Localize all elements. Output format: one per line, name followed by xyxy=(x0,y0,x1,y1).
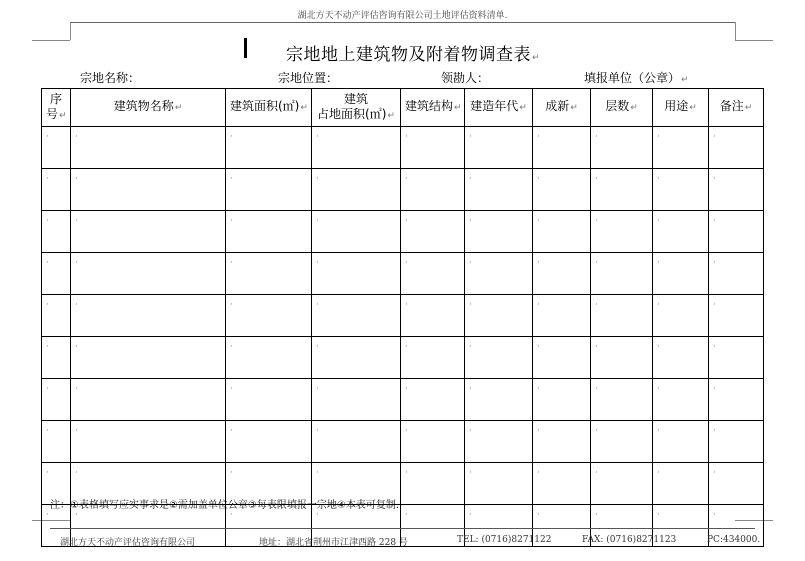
cell-mark: · xyxy=(657,132,660,142)
cell-mark: · xyxy=(713,300,716,310)
table-cell[interactable] xyxy=(465,169,533,211)
column-header-label-line2: 占地面积(㎡) xyxy=(317,106,387,121)
cell-mark: · xyxy=(405,510,408,520)
cell-mark: · xyxy=(405,384,408,394)
page-title xyxy=(286,40,540,65)
table-cell[interactable] xyxy=(71,127,226,169)
cell-mark: · xyxy=(405,426,408,436)
footer-tel: TEL: (0716)8271122 xyxy=(457,535,552,545)
cell-mark: · xyxy=(713,174,716,184)
cell-mark: · xyxy=(230,174,233,184)
cell-mark: · xyxy=(595,258,598,268)
table-cell[interactable] xyxy=(465,253,533,295)
paragraph-mark: ↵ xyxy=(59,110,67,121)
table-cell[interactable] xyxy=(71,295,226,337)
table-row xyxy=(42,253,764,295)
table-cell[interactable] xyxy=(226,169,312,211)
cell-mark: · xyxy=(230,384,233,394)
footer-postcode: PC:434000. xyxy=(707,535,761,545)
table-cell[interactable] xyxy=(709,253,764,295)
cell-mark: · xyxy=(230,258,233,268)
cell-mark: · xyxy=(316,132,319,142)
crop-mark-top-left xyxy=(50,22,71,40)
table-cell[interactable] xyxy=(71,253,226,295)
cell-mark: · xyxy=(405,468,408,478)
cell-mark: · xyxy=(316,258,319,268)
table-row xyxy=(42,337,764,379)
table-cell[interactable] xyxy=(709,337,764,379)
cell-mark: · xyxy=(46,384,49,394)
table-cell[interactable] xyxy=(591,127,653,169)
table-cell[interactable] xyxy=(591,211,653,253)
column-header xyxy=(465,89,533,127)
document-footer xyxy=(0,535,805,549)
table-cell[interactable] xyxy=(465,379,533,421)
cell-mark: · xyxy=(537,216,540,226)
cell-mark: · xyxy=(75,342,78,352)
surveyor-label: 领勘人： xyxy=(441,71,490,85)
table-cell[interactable] xyxy=(71,211,226,253)
cell-mark: · xyxy=(230,468,233,478)
table-cell[interactable] xyxy=(533,211,591,253)
table-cell[interactable] xyxy=(533,379,591,421)
cell-mark: · xyxy=(469,300,472,310)
table-cell[interactable] xyxy=(42,127,71,169)
table-cell[interactable] xyxy=(42,379,71,421)
table-cell[interactable] xyxy=(533,421,591,463)
cell-mark: · xyxy=(230,342,233,352)
cell-mark: · xyxy=(46,426,49,436)
cell-mark: · xyxy=(469,216,472,226)
table-cell[interactable] xyxy=(71,337,226,379)
table-cell[interactable] xyxy=(591,379,653,421)
table-cell[interactable] xyxy=(465,211,533,253)
column-header xyxy=(591,89,653,127)
table-header-row xyxy=(42,89,764,127)
table-row xyxy=(42,211,764,253)
table-cell[interactable] xyxy=(709,211,764,253)
column-header-label: 建造年代 xyxy=(470,99,519,113)
cell-mark: · xyxy=(657,258,660,268)
cell-mark: · xyxy=(469,510,472,520)
table-cell[interactable] xyxy=(312,169,401,211)
cell-mark: · xyxy=(405,258,408,268)
cell-mark: · xyxy=(537,384,540,394)
cell-mark: · xyxy=(713,258,716,268)
cell-mark: · xyxy=(316,468,319,478)
table-row xyxy=(42,169,764,211)
table-cell[interactable] xyxy=(226,211,312,253)
cell-mark: · xyxy=(469,426,472,436)
table-cell[interactable] xyxy=(591,295,653,337)
cell-mark: · xyxy=(230,510,233,520)
cell-mark: · xyxy=(595,174,598,184)
table-row xyxy=(42,421,764,463)
paragraph-mark: ↵ xyxy=(744,103,753,113)
cell-mark: · xyxy=(469,468,472,478)
cell-mark: · xyxy=(75,216,78,226)
table-cell[interactable] xyxy=(653,463,709,505)
table-cell[interactable] xyxy=(226,127,312,169)
paragraph-mark: ↵ xyxy=(532,53,541,63)
header-divider xyxy=(70,22,735,23)
cell-mark: · xyxy=(595,300,598,310)
filing-unit-text: 填报单位（公章） xyxy=(584,71,681,85)
table-cell[interactable] xyxy=(401,169,465,211)
paragraph-mark: ↵ xyxy=(519,103,527,113)
paragraph-mark: ↵ xyxy=(689,103,697,113)
cell-mark: · xyxy=(75,258,78,268)
cell-mark: · xyxy=(75,468,78,478)
cell-mark: · xyxy=(657,510,660,520)
cell-mark: · xyxy=(595,468,598,478)
table-cell[interactable] xyxy=(653,169,709,211)
cell-mark: · xyxy=(595,426,598,436)
cell-mark: · xyxy=(537,132,540,142)
table-cell[interactable] xyxy=(42,337,71,379)
cell-mark: · xyxy=(230,426,233,436)
cell-mark: · xyxy=(469,174,472,184)
table-cell[interactable] xyxy=(401,211,465,253)
cell-mark: · xyxy=(75,384,78,394)
cell-mark: · xyxy=(657,426,660,436)
cell-mark: · xyxy=(316,216,319,226)
cell-mark: · xyxy=(46,468,49,478)
cell-mark: · xyxy=(537,468,540,478)
table-row xyxy=(42,127,764,169)
cell-mark: · xyxy=(537,426,540,436)
cell-mark: · xyxy=(657,174,660,184)
paragraph-mark: ↵ xyxy=(300,103,308,113)
page-title-text: 宗地地上建筑物及附着物调查表 xyxy=(286,45,531,65)
cell-mark: · xyxy=(713,468,716,478)
document-header: 湖北方天不动产评估咨询有限公司土地评估资料清单. xyxy=(297,11,508,21)
table-cell[interactable] xyxy=(533,463,591,505)
cell-mark: · xyxy=(316,300,319,310)
cell-mark: · xyxy=(316,510,319,520)
crop-mark-top-right xyxy=(735,22,756,40)
table-cell[interactable] xyxy=(401,463,465,505)
table-cell[interactable] xyxy=(226,295,312,337)
cell-mark: · xyxy=(595,342,598,352)
footer-divider xyxy=(50,528,755,529)
table-body xyxy=(42,127,764,547)
column-header-label: 建筑面积(㎡) xyxy=(230,99,300,113)
paragraph-mark: ↵ xyxy=(681,75,689,85)
table-cell[interactable] xyxy=(226,337,312,379)
table-cell[interactable] xyxy=(591,421,653,463)
table-cell[interactable] xyxy=(312,379,401,421)
cell-mark: · xyxy=(75,174,78,184)
crop-mark-top-right-horizontal xyxy=(735,40,773,41)
paragraph-mark: ↵ xyxy=(570,103,578,113)
column-header xyxy=(653,89,709,127)
cell-mark: · xyxy=(46,300,49,310)
parcel-info-row xyxy=(0,69,805,85)
column-header-label: 用途 xyxy=(664,99,689,113)
cell-mark: · xyxy=(713,216,716,226)
cell-mark: · xyxy=(46,342,49,352)
cell-mark: · xyxy=(657,216,660,226)
column-header-label: 备注 xyxy=(719,99,744,113)
cell-mark: · xyxy=(75,300,78,310)
table-cell[interactable] xyxy=(591,253,653,295)
table-cell[interactable] xyxy=(533,295,591,337)
crop-mark-top-left-horizontal xyxy=(32,40,70,41)
table-cell[interactable] xyxy=(465,463,533,505)
cell-mark: · xyxy=(46,174,49,184)
column-header-label: 层数 xyxy=(605,99,630,113)
column-header-label: 建筑结构 xyxy=(405,99,454,113)
table-cell[interactable] xyxy=(71,421,226,463)
footer-fax: FAX: (0716)8271123 xyxy=(582,535,677,545)
cell-mark: · xyxy=(75,426,78,436)
table-cell[interactable] xyxy=(312,253,401,295)
cell-mark: · xyxy=(230,216,233,226)
cell-mark: · xyxy=(657,300,660,310)
cell-mark: · xyxy=(46,216,49,226)
cell-mark: · xyxy=(537,300,540,310)
column-header-label: 成新 xyxy=(545,99,570,113)
footer-company: 湖北方天不动产评估咨询有限公司 xyxy=(60,538,196,548)
cell-mark: · xyxy=(595,510,598,520)
cell-mark: · xyxy=(316,384,319,394)
cell-mark: · xyxy=(657,468,660,478)
cell-mark: · xyxy=(713,426,716,436)
table-cell[interactable] xyxy=(401,421,465,463)
cell-mark: · xyxy=(469,384,472,394)
table-cell[interactable] xyxy=(42,211,71,253)
cell-mark: · xyxy=(657,342,660,352)
column-header xyxy=(533,89,591,127)
cell-mark: · xyxy=(713,384,716,394)
table-cell[interactable] xyxy=(71,379,226,421)
cell-mark: · xyxy=(469,132,472,142)
cell-mark: · xyxy=(46,510,49,520)
table-cell[interactable] xyxy=(401,253,465,295)
cell-mark: · xyxy=(595,132,598,142)
cell-mark: · xyxy=(405,216,408,226)
cell-mark: · xyxy=(595,216,598,226)
cell-mark: · xyxy=(469,342,472,352)
table-cell[interactable] xyxy=(591,463,653,505)
table-cell[interactable] xyxy=(533,169,591,211)
cell-mark: · xyxy=(405,174,408,184)
table-cell[interactable] xyxy=(312,295,401,337)
table-cell[interactable] xyxy=(533,127,591,169)
table-cell[interactable] xyxy=(312,421,401,463)
cell-mark: · xyxy=(537,258,540,268)
table-cell[interactable] xyxy=(71,169,226,211)
cell-mark: · xyxy=(46,132,49,142)
table-cell[interactable] xyxy=(465,127,533,169)
filing-unit-label xyxy=(584,69,689,86)
cell-mark: · xyxy=(75,510,78,520)
table-cell[interactable] xyxy=(401,295,465,337)
table-cell[interactable] xyxy=(653,253,709,295)
table-cell[interactable] xyxy=(401,379,465,421)
table-cell[interactable] xyxy=(42,421,71,463)
table-cell[interactable] xyxy=(709,463,764,505)
paragraph-mark: ↵ xyxy=(454,103,462,113)
paragraph-mark: ↵ xyxy=(387,110,395,121)
table-cell[interactable] xyxy=(653,211,709,253)
table-cell[interactable] xyxy=(401,127,465,169)
cell-mark: · xyxy=(405,342,408,352)
column-header-label-line2: 号 xyxy=(46,106,59,121)
table-cell[interactable] xyxy=(709,127,764,169)
table-cell[interactable] xyxy=(465,295,533,337)
cell-mark: · xyxy=(316,174,319,184)
table-cell[interactable] xyxy=(42,295,71,337)
cell-mark: · xyxy=(537,510,540,520)
cell-mark: · xyxy=(316,426,319,436)
cell-mark: · xyxy=(595,384,598,394)
cell-mark: · xyxy=(405,300,408,310)
cell-mark: · xyxy=(46,258,49,268)
column-header xyxy=(312,89,401,127)
table-note: 注：①表格填写应实事求是②需加盖单位公章③每表限填报一宗地④本表可复制. xyxy=(50,500,400,511)
table-cell[interactable] xyxy=(653,337,709,379)
cell-mark: · xyxy=(537,174,540,184)
cell-mark: · xyxy=(230,132,233,142)
table-cell[interactable] xyxy=(312,337,401,379)
cell-mark: · xyxy=(713,132,716,142)
column-header xyxy=(401,89,465,127)
table-row xyxy=(42,295,764,337)
table-cell[interactable] xyxy=(533,253,591,295)
table-cell[interactable] xyxy=(591,169,653,211)
cell-mark: · xyxy=(316,342,319,352)
table-cell[interactable] xyxy=(533,337,591,379)
table-cell[interactable] xyxy=(653,295,709,337)
cell-mark: · xyxy=(405,132,408,142)
column-header xyxy=(709,89,764,127)
cell-mark: · xyxy=(713,342,716,352)
cell-mark: · xyxy=(713,510,716,520)
survey-table xyxy=(41,88,764,547)
paragraph-mark: ↵ xyxy=(630,103,638,113)
cell-mark: · xyxy=(657,384,660,394)
table-cell[interactable] xyxy=(591,337,653,379)
table-cell[interactable] xyxy=(312,127,401,169)
table-cell[interactable] xyxy=(42,169,71,211)
table-cell[interactable] xyxy=(465,337,533,379)
column-header xyxy=(42,89,71,127)
table-cell[interactable] xyxy=(709,295,764,337)
table-cell[interactable] xyxy=(653,127,709,169)
cell-mark: · xyxy=(537,342,540,352)
cell-mark: · xyxy=(75,132,78,142)
column-header xyxy=(226,89,312,127)
column-header-label: 建筑物名称 xyxy=(113,99,174,113)
text-cursor xyxy=(244,38,247,58)
table-cell[interactable] xyxy=(653,379,709,421)
table-cell[interactable] xyxy=(312,211,401,253)
footer-address: 地址：湖北省荆州市江津西路 228 号 xyxy=(259,538,408,548)
parcel-location-label: 宗地位置： xyxy=(278,71,339,85)
table-cell[interactable] xyxy=(709,379,764,421)
table-cell[interactable] xyxy=(709,169,764,211)
table-row xyxy=(42,379,764,421)
table-cell[interactable] xyxy=(226,421,312,463)
cell-mark: · xyxy=(469,258,472,268)
table-cell[interactable] xyxy=(226,379,312,421)
column-header-label: 建筑 xyxy=(343,91,368,106)
column-header xyxy=(71,89,226,127)
column-header-label: 序 xyxy=(49,91,62,106)
table-cell[interactable] xyxy=(465,421,533,463)
table-cell[interactable] xyxy=(42,253,71,295)
paragraph-mark: ↵ xyxy=(174,103,183,113)
table-cell[interactable] xyxy=(226,253,312,295)
table-cell[interactable] xyxy=(709,421,764,463)
table-cell[interactable] xyxy=(401,337,465,379)
table-cell[interactable] xyxy=(653,421,709,463)
parcel-name-label: 宗地名称： xyxy=(80,71,141,85)
cell-mark: · xyxy=(230,300,233,310)
